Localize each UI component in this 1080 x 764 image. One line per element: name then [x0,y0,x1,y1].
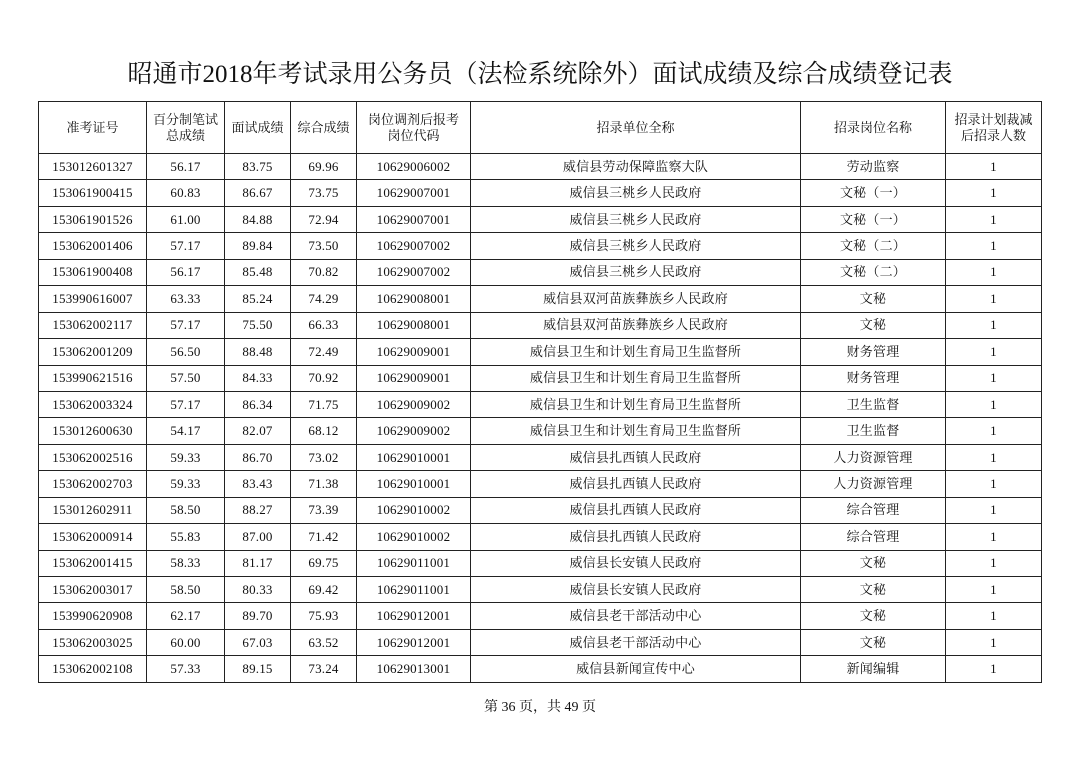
cell-unit-name: 威信县劳动保障监察大队 [471,154,801,180]
cell-written-score: 59.33 [147,471,225,497]
cell-position-code: 10629008001 [357,312,471,338]
cell-position-name: 文秘 [801,312,946,338]
header-position-code [357,102,471,154]
header-line: 面试成绩 [231,119,284,135]
cell-position-name: 文秘（二） [801,233,946,259]
cell-candidate-id: 153012600630 [39,418,147,444]
header-row [39,102,1042,154]
cell-hire-count: 1 [946,603,1042,629]
cell-unit-name: 威信县三桃乡人民政府 [471,259,801,285]
header-position-name [801,102,946,154]
cell-position-code: 10629010002 [357,524,471,550]
cell-interview-score: 89.70 [225,603,291,629]
cell-total-score: 69.42 [291,577,357,603]
cell-unit-name: 威信县卫生和计划生育局卫生监督所 [471,391,801,417]
cell-written-score: 58.33 [147,550,225,576]
cell-unit-name: 威信县扎西镇人民政府 [471,497,801,523]
cell-written-score: 56.17 [147,154,225,180]
cell-total-score: 73.24 [291,656,357,682]
cell-position-name: 综合管理 [801,524,946,550]
cell-position-code: 10629007001 [357,206,471,232]
cell-total-score: 73.39 [291,497,357,523]
cell-interview-score: 85.24 [225,286,291,312]
cell-position-code: 10629011001 [357,550,471,576]
cell-unit-name: 威信县卫生和计划生育局卫生监督所 [471,418,801,444]
header-line: 总成绩 [165,127,205,143]
table-row [39,154,1042,180]
cell-unit-name: 威信县卫生和计划生育局卫生监督所 [471,339,801,365]
cell-unit-name: 威信县长安镇人民政府 [471,550,801,576]
cell-candidate-id: 153990621516 [39,365,147,391]
cell-hire-count: 1 [946,365,1042,391]
cell-written-score: 61.00 [147,206,225,232]
cell-written-score: 62.17 [147,603,225,629]
cell-hire-count: 1 [946,286,1042,312]
cell-candidate-id: 153061900408 [39,259,147,285]
cell-interview-score: 88.27 [225,497,291,523]
cell-unit-name: 威信县扎西镇人民政府 [471,524,801,550]
cell-written-score: 56.17 [147,259,225,285]
cell-position-code: 10629006002 [357,154,471,180]
cell-position-code: 10629009001 [357,339,471,365]
cell-interview-score: 85.48 [225,259,291,285]
cell-written-score: 58.50 [147,497,225,523]
cell-written-score: 60.00 [147,629,225,655]
table-row [39,233,1042,259]
cell-interview-score: 86.67 [225,180,291,206]
cell-unit-name: 威信县扎西镇人民政府 [471,444,801,470]
cell-interview-score: 87.00 [225,524,291,550]
cell-unit-name: 威信县三桃乡人民政府 [471,233,801,259]
cell-unit-name: 威信县双河苗族彝族乡人民政府 [471,312,801,338]
cell-total-score: 70.82 [291,259,357,285]
cell-position-name: 劳动监察 [801,154,946,180]
cell-hire-count: 1 [946,444,1042,470]
cell-position-name: 文秘 [801,577,946,603]
cell-hire-count: 1 [946,550,1042,576]
cell-total-score: 73.75 [291,180,357,206]
header-total-score [291,102,357,154]
cell-total-score: 69.96 [291,154,357,180]
cell-candidate-id: 153062003017 [39,577,147,603]
cell-total-score: 69.75 [291,550,357,576]
cell-interview-score: 84.33 [225,365,291,391]
cell-hire-count: 1 [946,206,1042,232]
table-row [39,550,1042,576]
header-interview-score [225,102,291,154]
table-body [39,154,1042,683]
cell-hire-count: 1 [946,629,1042,655]
cell-written-score: 56.50 [147,339,225,365]
cell-interview-score: 88.48 [225,339,291,365]
cell-position-code: 10629013001 [357,656,471,682]
cell-position-code: 10629007001 [357,180,471,206]
cell-candidate-id: 153062000914 [39,524,147,550]
header-candidate-id [39,102,147,154]
cell-interview-score: 82.07 [225,418,291,444]
cell-position-name: 文秘 [801,286,946,312]
table-row [39,471,1042,497]
cell-position-code: 10629012001 [357,603,471,629]
cell-unit-name: 威信县新闻宣传中心 [471,656,801,682]
cell-candidate-id: 153062003324 [39,391,147,417]
cell-candidate-id: 153062001406 [39,233,147,259]
table-row [39,391,1042,417]
cell-total-score: 73.50 [291,233,357,259]
cell-written-score: 55.83 [147,524,225,550]
header-hire-count [946,102,1042,154]
cell-unit-name: 威信县扎西镇人民政府 [471,471,801,497]
table-row [39,312,1042,338]
cell-position-code: 10629009002 [357,391,471,417]
table-row [39,497,1042,523]
cell-position-name: 卫生监督 [801,391,946,417]
cell-hire-count: 1 [946,233,1042,259]
cell-candidate-id: 153062003025 [39,629,147,655]
cell-candidate-id: 153012602911 [39,497,147,523]
cell-written-score: 54.17 [147,418,225,444]
cell-total-score: 71.42 [291,524,357,550]
cell-position-name: 文秘（一） [801,206,946,232]
cell-position-name: 文秘 [801,550,946,576]
cell-written-score: 60.83 [147,180,225,206]
cell-total-score: 73.02 [291,444,357,470]
header-line: 岗位代码 [387,127,440,143]
cell-total-score: 63.52 [291,629,357,655]
cell-position-code: 10629008001 [357,286,471,312]
cell-position-name: 文秘（一） [801,180,946,206]
cell-position-code: 10629010002 [357,497,471,523]
cell-position-code: 10629007002 [357,233,471,259]
cell-position-code: 10629010001 [357,444,471,470]
cell-candidate-id: 153062001209 [39,339,147,365]
cell-hire-count: 1 [946,154,1042,180]
cell-hire-count: 1 [946,497,1042,523]
header-line: 招录计划裁减 [954,111,1033,127]
cell-written-score: 57.50 [147,365,225,391]
cell-hire-count: 1 [946,391,1042,417]
header-line: 招录岗位名称 [833,119,912,135]
table-row [39,339,1042,365]
cell-interview-score: 86.34 [225,391,291,417]
header-line: 招录单位全称 [596,119,675,135]
cell-hire-count: 1 [946,339,1042,365]
header-unit-name [471,102,801,154]
cell-interview-score: 89.15 [225,656,291,682]
cell-position-name: 文秘（二） [801,259,946,285]
cell-written-score: 58.50 [147,577,225,603]
cell-written-score: 57.17 [147,233,225,259]
cell-unit-name: 威信县老干部活动中心 [471,629,801,655]
header-line: 综合成绩 [297,119,350,135]
header-line: 后招录人数 [960,127,1026,143]
table-row [39,259,1042,285]
cell-total-score: 75.93 [291,603,357,629]
cell-candidate-id: 153012601327 [39,154,147,180]
cell-position-name: 综合管理 [801,497,946,523]
table-row [39,656,1042,682]
cell-candidate-id: 153990616007 [39,286,147,312]
cell-hire-count: 1 [946,418,1042,444]
table-row [39,444,1042,470]
table-row [39,180,1042,206]
header-line: 岗位调剂后报考 [367,111,459,127]
cell-position-code: 10629009001 [357,365,471,391]
cell-interview-score: 89.84 [225,233,291,259]
cell-interview-score: 75.50 [225,312,291,338]
cell-hire-count: 1 [946,471,1042,497]
cell-candidate-id: 153062002516 [39,444,147,470]
cell-candidate-id: 153062001415 [39,550,147,576]
cell-total-score: 66.33 [291,312,357,338]
cell-hire-count: 1 [946,180,1042,206]
cell-total-score: 72.94 [291,206,357,232]
cell-position-code: 10629011001 [357,577,471,603]
cell-total-score: 71.75 [291,391,357,417]
cell-interview-score: 83.75 [225,154,291,180]
cell-hire-count: 1 [946,524,1042,550]
header-line: 准考证号 [66,119,119,135]
cell-written-score: 57.33 [147,656,225,682]
cell-position-code: 10629012001 [357,629,471,655]
cell-written-score: 57.17 [147,391,225,417]
cell-unit-name: 威信县老干部活动中心 [471,603,801,629]
cell-candidate-id: 153062002108 [39,656,147,682]
cell-interview-score: 86.70 [225,444,291,470]
cell-unit-name: 威信县卫生和计划生育局卫生监督所 [471,365,801,391]
cell-position-name: 新闻编辑 [801,656,946,682]
cell-written-score: 63.33 [147,286,225,312]
cell-unit-name: 威信县长安镇人民政府 [471,577,801,603]
cell-position-code: 10629007002 [357,259,471,285]
cell-position-name: 财务管理 [801,365,946,391]
cell-hire-count: 1 [946,577,1042,603]
cell-position-name: 财务管理 [801,339,946,365]
table-row [39,365,1042,391]
cell-written-score: 59.33 [147,444,225,470]
cell-interview-score: 83.43 [225,471,291,497]
cell-total-score: 72.49 [291,339,357,365]
cell-position-name: 卫生监督 [801,418,946,444]
table-row [39,206,1042,232]
cell-candidate-id: 153990620908 [39,603,147,629]
cell-position-code: 10629009002 [357,418,471,444]
cell-interview-score: 67.03 [225,629,291,655]
document-title: 昭通市2018年考试录用公务员（法检系统除外）面试成绩及综合成绩登记表 [127,61,953,88]
cell-total-score: 68.12 [291,418,357,444]
table-row [39,286,1042,312]
cell-position-name: 人力资源管理 [801,444,946,470]
table-row [39,418,1042,444]
score-table [38,101,1042,683]
cell-position-name: 人力资源管理 [801,471,946,497]
cell-total-score: 70.92 [291,365,357,391]
cell-candidate-id: 153062002703 [39,471,147,497]
cell-position-code: 10629010001 [357,471,471,497]
cell-interview-score: 80.33 [225,577,291,603]
cell-hire-count: 1 [946,656,1042,682]
table-header [39,102,1042,154]
table-row [39,577,1042,603]
table-row [39,629,1042,655]
table-row [39,524,1042,550]
page-number: 第 36 页，共 49 页 [484,700,596,715]
cell-position-name: 文秘 [801,603,946,629]
table-row [39,603,1042,629]
header-line: 百分制笔试 [152,111,218,127]
cell-candidate-id: 153062002117 [39,312,147,338]
cell-written-score: 57.17 [147,312,225,338]
cell-interview-score: 84.88 [225,206,291,232]
cell-unit-name: 威信县双河苗族彝族乡人民政府 [471,286,801,312]
cell-interview-score: 81.17 [225,550,291,576]
cell-unit-name: 威信县三桃乡人民政府 [471,206,801,232]
header-written-score [147,102,225,154]
cell-total-score: 71.38 [291,471,357,497]
cell-position-name: 文秘 [801,629,946,655]
cell-total-score: 74.29 [291,286,357,312]
cell-unit-name: 威信县三桃乡人民政府 [471,180,801,206]
cell-hire-count: 1 [946,259,1042,285]
cell-hire-count: 1 [946,312,1042,338]
cell-candidate-id: 153061900415 [39,180,147,206]
cell-candidate-id: 153061901526 [39,206,147,232]
